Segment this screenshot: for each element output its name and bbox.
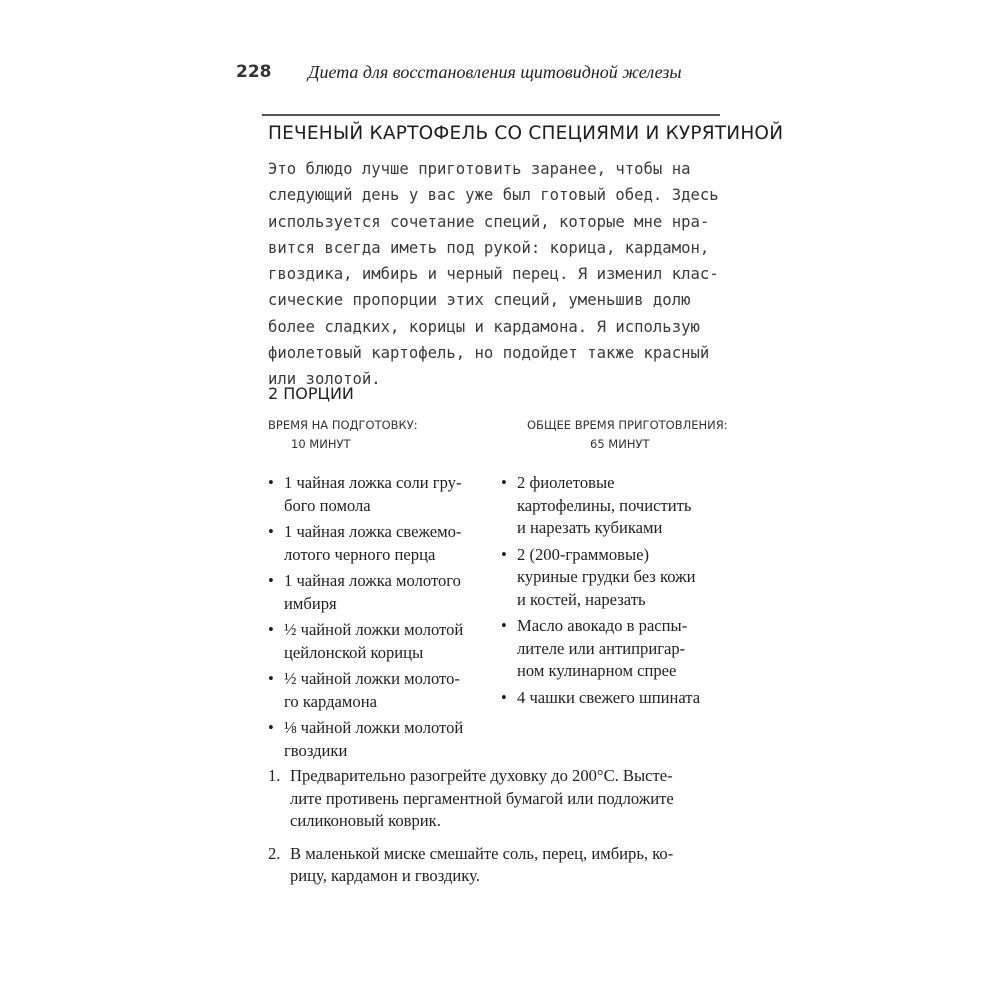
intro-line: используется сочетание специй, которые мне нра- xyxy=(268,212,710,231)
ingredient-item: • Масло авокадо в распы- лителе или антипригар- ном кулинарном спрее xyxy=(501,616,688,680)
total-time-label: ОБЩЕЕ ВРЕМЯ ПРИГОТОВЛЕНИЯ: xyxy=(527,418,728,432)
running-header: Диета для восстановления щитовидной железы xyxy=(308,62,682,82)
step-number: 2. xyxy=(268,843,281,863)
intro-line: Это блюдо лучше приготовить заранее, чтобы на xyxy=(268,160,691,178)
step-item: 2. В маленькой миске смешайте соль, перец, имбирь, ко- рицу, кардамон и гвоздику. xyxy=(268,843,674,885)
intro-line: гвоздика, имбирь и черный перец. Я изменил клас- xyxy=(268,265,719,284)
step-number: 1. xyxy=(268,766,281,785)
bullet-icon: • xyxy=(268,669,274,688)
method-steps xyxy=(268,765,738,898)
recipe-title: ПЕЧЕНЫЙ КАРТОФЕЛЬ СО СПЕЦИЯМИ И КУРЯТИНОЙ xyxy=(268,123,784,144)
intro-line: следующий день у вас уже был готовый обед. Здесь xyxy=(268,186,719,205)
intro-line: или золотой. xyxy=(268,370,381,389)
ingredients-left-column xyxy=(268,472,498,766)
prep-time-label: ВРЕМЯ НА ПОДГОТОВКУ: xyxy=(268,418,418,432)
intro-line: более сладких, корицы и кардамона. Я использую xyxy=(268,317,700,336)
step-item: 1. Предварительно разогрейте духовку до 200°С. Высте- лите противень пергаментной бумагой или подложите силиконовый коврик. xyxy=(268,766,674,830)
ingredients-right-column xyxy=(501,472,731,713)
bullet-icon: • xyxy=(268,620,274,639)
bullet-icon: • xyxy=(501,473,507,492)
ingredient-item: • ½ чайной ложки молото- го кардамона xyxy=(268,669,460,711)
recipe-intro xyxy=(268,156,728,393)
ingredient-item: • ½ чайной ложки молотой цейлонской корицы xyxy=(268,620,464,662)
ingredient-item: • 1 чайная ложка свежемо- лотого черного перца xyxy=(268,522,462,564)
bullet-icon: • xyxy=(268,473,274,492)
servings: 2 ПОРЦИИ xyxy=(268,384,354,403)
intro-line: сические пропорции этих специй, уменьшив долю xyxy=(268,291,691,310)
ingredient-item: • 2 фиолетовые картофелины, почистить и нарезать кубиками xyxy=(501,473,692,537)
bullet-icon: • xyxy=(268,718,274,737)
intro-line: вится всегда иметь под рукой: корица, кардамон, xyxy=(268,238,710,257)
page-number: 228 xyxy=(236,62,272,82)
bullet-icon: • xyxy=(268,522,274,541)
bullet-icon: • xyxy=(501,616,507,635)
ingredient-item: • 2 (200-граммовые) куриные грудки без кожи и костей, нарезать xyxy=(501,544,696,609)
intro-line: фиолетовый картофель, но подойдет также красный xyxy=(268,344,710,363)
ingredient-item: • 1 чайная ложка соли гру- бого помола xyxy=(268,473,462,515)
bullet-icon: • xyxy=(268,571,274,590)
bullet-icon: • xyxy=(501,687,507,707)
ingredient-item: • 4 чашки свежего шпината xyxy=(501,687,731,710)
prep-time-value: 10 МИНУТ xyxy=(291,437,351,451)
total-time-value: 65 МИНУТ xyxy=(590,437,650,451)
bullet-icon: • xyxy=(501,544,507,564)
ingredient-item: • ⅛ чайной ложки молотой гвоздики xyxy=(268,718,464,760)
ingredient-item: • 1 чайная ложка молотого имбиря xyxy=(268,571,461,613)
title-rule xyxy=(262,114,720,116)
